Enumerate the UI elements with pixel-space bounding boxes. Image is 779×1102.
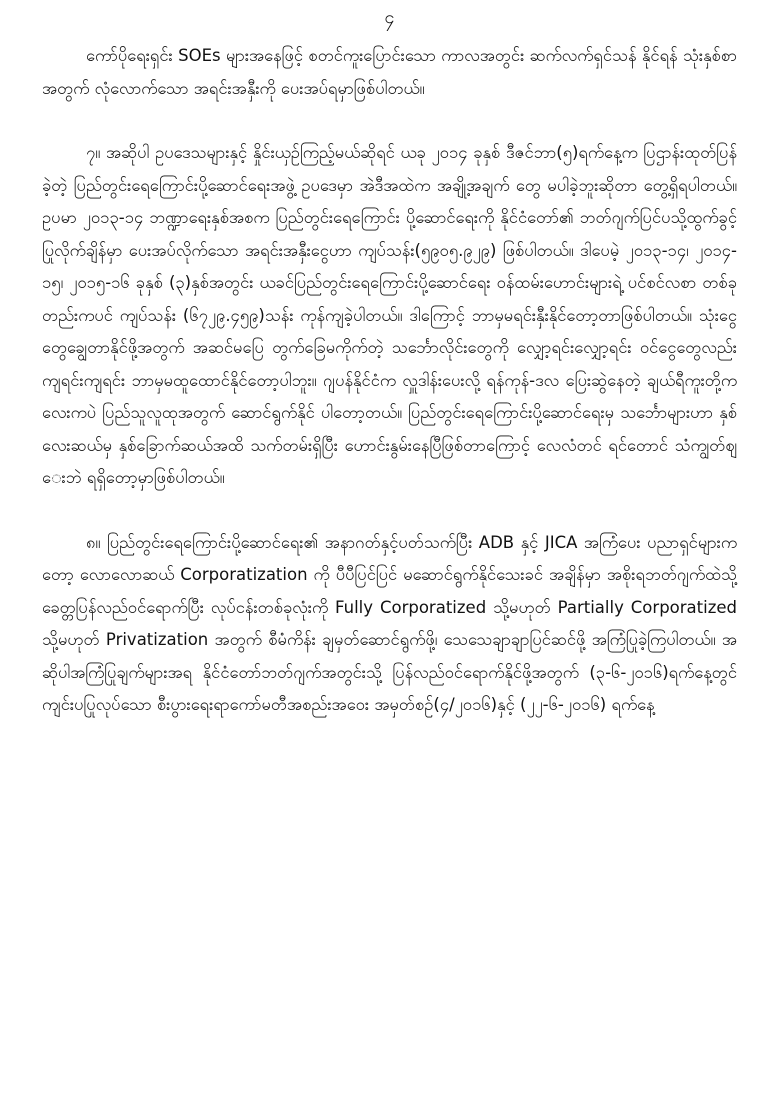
paragraph-7: ၇။ အဆိုပါ ဥပဒေသများနှင့် နှိုင်းယှဉ်ကြည့်မယ်ဆိုရင် ယခု ၂၀၁၄ ခုနှစ် ဒီဇင်ဘာ(၅)ရက်နေ့က ပြဌာန်းထုတ်ပြန်ခဲ့တဲ့ ပြည်တွင်းရေကြောင်းပို့ဆောင်ရေးအဖွဲ့ ဥပဒေမှာ အဲဒီအထဲက အချို့အချက် တွေ မပါခဲ့ဘူးဆိုတာ တွေ့ရှိရပါတယ်။ ဥပမာ ၂၀၁၃-၁၄ ဘဏ္ဍာရေးနှစ်အစက ပြည်တွင်းရေကြောင်း ပို့ဆောင်ရေးကို နိုင်ငံတော်၏ ဘတ်ဂျက်ပြင်ပသို့ထွက်ခွင့်ပြုလိုက်ချိန်မှာ ပေးအပ်လိုက်သော အရင်းအနှီးငွေဟာ ကျပ်သန်း(၅၉၀၅.၉၂၉) ဖြစ်ပါတယ်။ ဒါပေမဲ့ ၂၀၁၃-၁၄၊ ၂၀၁၄-၁၅၊ ၂၀၁၅-၁၆ ခုနှစ် (၃)နှစ်အတွင်း ယခင်ပြည်တွင်းရေကြောင်းပို့ဆောင်ရေး ဝန်ထမ်းဟောင်းများရဲ့ ပင်စင်လစာ တစ်ခုတည်းကပင် ကျပ်သန်း (၆၇၂၉.၄၅၉)သန်း ကုန်ကျခဲ့ပါတယ်။ ဒါကြောင့် ဘာမှမရင်းနှီးနိုင်တော့တာဖြစ်ပါတယ်။ သုံးငွေတွေချွေတာနိုင်ဖို့အတွက် အဆင်မပြေ တွက်ခြေမကိုက်တဲ့ သင်္ဘောလိုင်းတွေကို လျှော့ရင်းလျှော့ရင်း ဝင်ငွေတွေလည်း ကျရင်းကျရင်း ဘာမှမထူထောင်နိုင်တော့ပါဘူး။ ဂျပန်နိုင်ငံက လှူဒါန်းပေးလို့ ရန်ကုန်-ဒလ ပြေးဆွဲနေတဲ့ ချယ်ရီကူးတို့ကလေးကပဲ ပြည်သူလူထုအတွက် ဆောင်ရွက်နိုင် ပါတော့တယ်။ ပြည်တွင်းရေကြောင်းပို့ဆောင်ရေးမှ သင်္ဘောများဟာ နှစ်လေးဆယ်မှ နှစ်ခြောက်ဆယ်အထိ သက်တမ်းရှိပြီး ဟောင်းနွမ်းနေပြီဖြစ်တာကြောင့် လေလံတင် ရင်တောင် သံကျွတ်ဈေးဘဲ ရရှိတော့မှာဖြစ်ပါတယ်။ (42, 143, 737, 487)
page-number: ၄ (384, 7, 395, 28)
paragraph-intro: ကော်ပိုရေးရှင်း SOEs များအနေဖြင့် စတင်ကူးပြောင်းသော ကာလအတွင်း ဆက်လက်ရှင်သန် နိုင်ရန် သုံးနှစ်စာအတွက် လုံလောက်သော အရင်းအနှီးကို ပေးအပ်ရမှာဖြစ်ပါတယ်။ (42, 46, 737, 98)
paragraph-8: ၈။ ပြည်တွင်းရေကြောင်းပို့ဆောင်ရေး၏ အနာဂတ်နှင့်ပတ်သက်ပြီး ADB နှင့် JICA အကြံပေး ပညာရှင်များကတော့ လောလောဆယ် Corporatization ကို ပီပီပြင်ပြင် မဆောင်ရွက်နိုင်သေးခင် အချိန်မှာ အစိုးရဘတ်ဂျက်ထဲသို့ ခေတ္တပြန်လည်ဝင်ရောက်ပြီး လုပ်ငန်းတစ်ခုလုံးကို Fully Corporatized သို့မဟုတ် Partially Corporatized သို့မဟုတ် Privatization အတွက် စီမံကိန်း ချမှတ်ဆောင်ရွက်ဖို့၊ သေသေချာချာပြင်ဆင်ဖို့ အကြံပြုခဲ့ကြပါတယ်။ အဆိုပါအကြံပြုချက်များအရ နိုင်ငံတော်ဘတ်ဂျက်အတွင်းသို့ ပြန်လည်ဝင်ရောက်နိုင်ဖို့အတွက် (၃-၆-၂၀၁၆)ရက်နေ့တွင် ကျင်းပပြုလုပ်သော စီးပွားရေးရာကော်မတီအစည်းအဝေး အမှတ်စဉ်(၄/၂၀၁၆)နှင့် (၂၂-၆-၂၀၁၆) ရက်နေ့ (42, 532, 737, 714)
